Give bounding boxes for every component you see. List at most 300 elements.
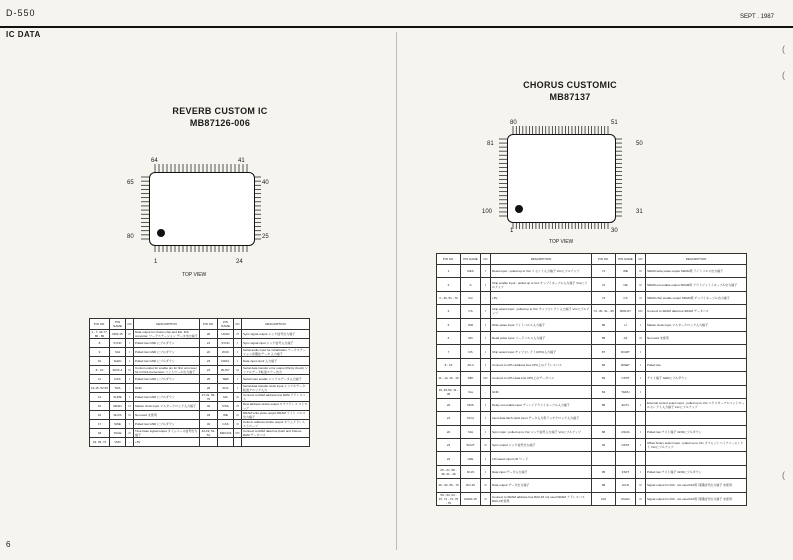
pin-label: 25 — [262, 234, 269, 240]
table-cell: O — [636, 492, 646, 505]
table-cell: - — [481, 291, 491, 304]
table-cell: 92 — [592, 439, 616, 452]
table-cell: - — [126, 437, 134, 446]
table-cell: 24 — [437, 452, 461, 465]
chorus-part-number: MB87137 — [549, 92, 591, 102]
table-cell: Read pulse input リードパルス入力端子 — [491, 331, 592, 344]
table-cell: 21 — [200, 339, 218, 348]
table-cell: Offset binary select input : pulled up to Vcc オフセットバイナリーセレクト Vccにプルアップ — [646, 439, 747, 452]
table-cell: 11 — [90, 374, 110, 383]
table-cell: 85 — [592, 331, 616, 344]
table-cell: SIH — [110, 347, 126, 356]
table-cell: 2 — [437, 278, 461, 291]
table-cell: 83 — [592, 372, 616, 385]
table-cell: 15, 45-50, 41 - 46 — [437, 385, 461, 398]
table-header-row — [90, 319, 310, 330]
table-cell — [646, 345, 747, 358]
column-header: PIN NO. — [437, 254, 461, 265]
table-cell: 84 — [592, 385, 616, 398]
table-cell — [646, 412, 747, 425]
column-header: DESCRIPTION — [491, 254, 592, 265]
table-cell: Sync signal output シンク信号出力端子 — [242, 330, 310, 339]
table-cell: I — [636, 318, 646, 331]
table-cell: ECTL — [616, 398, 636, 411]
table-cell: Serial data transfer error output (Parity check) シリアルデータ転送エラー出力 — [243, 365, 308, 374]
table-cell: Pulled low GND にプルダウン — [134, 339, 200, 348]
table-cell: SYNC — [110, 339, 126, 348]
table-cell: テスト端子 GNDにプルダウン — [646, 372, 747, 385]
table-cell: I — [481, 358, 491, 371]
table-cell: Pulled low テスト端子 GNDにプルダウン — [646, 425, 747, 438]
table-cell: DRAM write pulse output DRAM ライト パルス出力端子 — [242, 410, 310, 419]
table-row — [437, 412, 747, 425]
table-cell: Master clock input マスタークロック入力端子 — [134, 401, 200, 410]
table-cell: External control select input : pulled up to Vcc エクスターナルコントロールセレクト入力端子 Vccにプルアップ — [646, 398, 747, 411]
table-row — [437, 398, 747, 411]
table-cell: Pulled low GND にプルダウン — [134, 419, 200, 428]
table-cell: 98 — [592, 479, 616, 492]
table-cell — [200, 437, 218, 446]
table-cell: THRU — [616, 385, 636, 398]
table-cell — [646, 452, 747, 465]
table-cell: SIH — [461, 425, 481, 438]
reverb-ic-pins — [0, 0, 396, 300]
table-row — [437, 305, 747, 318]
table-cell: Chip enable input : pulled up to Vcc チップイネーブル入力端子 Vccにプルアップ — [491, 278, 592, 291]
table-cell: I — [481, 412, 491, 425]
table-cell: RD0-D7 — [616, 305, 636, 318]
table-cell: DD0-15 — [110, 330, 126, 339]
table-cell: O — [126, 330, 134, 339]
table-cell: 80 — [592, 318, 616, 331]
table-cell: Not used 未使用 — [646, 331, 747, 344]
column-header: I/O — [481, 254, 491, 265]
table-cell: Serial input enable シリアルデータ入力端子 — [242, 374, 310, 383]
table-cell: SRAM chip enable output SRAM用 チップイネーブル出力端子 — [646, 291, 747, 304]
column-header: DESCRIPTION — [646, 254, 747, 265]
table-cell: Delay out enable input ディレイアウトイネーブル入力端子 — [491, 398, 592, 411]
table-cell: 8 - 10 — [437, 358, 461, 371]
table-cell: 32 — [200, 401, 218, 410]
table-cell: OE — [616, 278, 636, 291]
table-cell: I — [126, 392, 134, 401]
table-cell: 11 - 14, 16 - 19 — [437, 372, 461, 385]
table-cell: O — [126, 410, 134, 419]
table-cell — [636, 412, 646, 425]
table-cell: 40 - 52, 56 - 70 — [437, 479, 461, 492]
table-cell: I — [126, 356, 134, 365]
table-cell: 74 - 81, 91 - 96 — [592, 305, 616, 318]
pin-label: 40 — [262, 180, 269, 186]
table-cell: Data output for chorus chip and Ext. D/A converter, ワークステーション データ出力端子 — [135, 330, 198, 338]
table-cell: 3 - 25, 51 - 70 — [437, 291, 461, 304]
page-number: 6 — [6, 540, 11, 549]
table-cell: A2 — [616, 331, 636, 344]
table-cell: I — [481, 318, 491, 331]
table-row — [437, 492, 747, 505]
table-cell: 23 — [200, 356, 218, 365]
pin-label: 80 — [510, 120, 517, 126]
table-cell: RWET — [616, 358, 636, 371]
table-cell: Reset input : pulled up to Vcc リセット入力端子 Vccにプルアップ — [491, 265, 592, 278]
table-cell: O — [126, 365, 134, 374]
table-cell: O — [234, 392, 242, 401]
table-cell: +5V — [134, 437, 200, 446]
table-cell — [592, 452, 616, 465]
column-header: PIN NAME — [218, 319, 234, 330]
table-cell: H — [616, 318, 636, 331]
table-cell: Master clock input マスタークロック入力端子 — [646, 318, 747, 331]
table-cell: LDAD — [218, 330, 234, 339]
table-cell: RES — [461, 265, 481, 278]
table-cell: Signal output for D/A : not used D/A用 同期信号出力端子 未使用 — [646, 492, 747, 505]
table-cell: - — [481, 385, 491, 398]
table-cell: I — [481, 452, 491, 465]
table-cell: O — [234, 410, 242, 419]
table-cell: GND — [134, 383, 200, 392]
edge-mark: ( — [782, 44, 785, 54]
table-cell: DCH — [461, 412, 481, 425]
model-name: D-550 — [6, 8, 36, 18]
table-cell: 16 — [90, 410, 110, 419]
reverb-title: REVERB CUSTOM IC — [172, 106, 268, 116]
table-cell: O — [636, 291, 646, 304]
table-cell: DS — [461, 345, 481, 358]
table-row — [437, 425, 747, 438]
table-header-row — [437, 254, 747, 265]
table-cell: SWE — [110, 419, 126, 428]
table-cell: WCK — [218, 347, 234, 356]
table-cell: 4 — [437, 305, 461, 318]
table-cell: 27-31, 56-70 — [200, 392, 218, 401]
table-cell: Control output for enable pin for first unit cover for Int D/A Conversion コントロール出力端子 — [134, 365, 200, 374]
table-cell: Sync signal input シンク信号入力端子 — [242, 339, 310, 348]
table-cell: VDD — [110, 437, 126, 446]
table-row — [90, 383, 310, 392]
pin-label: 65 — [127, 180, 134, 186]
pin-label: 31 — [636, 209, 643, 215]
table-cell: O — [126, 428, 134, 437]
table-cell: O — [234, 419, 242, 428]
table-cell: DRO-D3 — [218, 428, 234, 437]
table-cell: O — [126, 401, 134, 410]
table-cell: O — [234, 401, 242, 410]
table-row — [437, 385, 747, 398]
table-cell: I — [481, 305, 491, 318]
table-cell: Pulled low — [646, 358, 747, 371]
table-row — [437, 452, 747, 465]
table-cell: 22 — [437, 425, 461, 438]
table-cell: I — [234, 374, 242, 383]
column-header: I/O — [636, 254, 646, 265]
table-cell: S — [461, 278, 481, 291]
table-cell: 71 — [592, 265, 616, 278]
table-cell: 85 — [592, 398, 616, 411]
table-cell: SURE — [110, 392, 126, 401]
column-header: DESCRIPTION — [242, 319, 310, 330]
table-cell: WCK-4 — [110, 365, 126, 374]
table-cell: Row address strobe output ロウアドレス ストローブ — [242, 401, 310, 410]
pin-label: 64 — [151, 158, 158, 164]
table-cell: I/O — [481, 372, 491, 385]
table-cell — [646, 385, 747, 398]
table-cell: 1 — [437, 265, 461, 278]
table-cell: ASOA — [616, 425, 636, 438]
table-cell: CAS — [218, 419, 234, 428]
table-cell: DO-15 — [461, 479, 481, 492]
table-cell: SLOS — [110, 410, 126, 419]
table-cell: I — [636, 398, 646, 411]
table-cell: 34 — [200, 419, 218, 428]
table-cell: I — [481, 345, 491, 358]
table-cell: Data input clock 入力端子 — [242, 356, 310, 365]
table-cell: 72 — [592, 278, 616, 291]
chorus-ic-body — [507, 134, 616, 223]
column-header: I/O — [234, 319, 242, 330]
table-cell: 26 — [200, 383, 218, 392]
table-cell: +5V — [491, 291, 592, 304]
table-cell: - — [126, 383, 134, 392]
table-cell: Input data latch clock input データ入力用ラッチクロック入力端子 — [491, 412, 592, 425]
table-cell: I — [234, 339, 242, 348]
table-cell: I/O — [636, 305, 646, 318]
table-cell: I — [636, 345, 646, 358]
table-cell: Data output データ出力端子 — [491, 479, 592, 492]
table-cell: Chip select input チップセレクト(CPU)入力端子 — [491, 345, 592, 358]
table-row — [90, 428, 310, 437]
table-cell: O — [481, 439, 491, 452]
table-cell: CTRT — [616, 372, 636, 385]
table-row — [437, 318, 747, 331]
pin1-marker — [515, 205, 523, 213]
table-cell: I — [481, 278, 491, 291]
table-cell: I — [636, 385, 646, 398]
table-cell: A0-2 — [461, 358, 481, 371]
reverb-ic-body — [149, 172, 255, 246]
table-cell: TAGE — [110, 428, 126, 437]
table-cell: Connect to RAM data bus (both and Chorus RAM データバス — [242, 428, 310, 437]
pin-label: 80 — [127, 234, 134, 240]
pin-label: 100 — [482, 209, 493, 215]
table-cell: O — [636, 278, 646, 291]
table-cell: Pulled low テスト端子 GNDにプルダウン — [646, 465, 747, 478]
table-cell: Sync input : pulled up to Vcc シンク信号入力端子 Vccにプルアップ — [491, 425, 592, 438]
edge-mark: ( — [782, 70, 785, 80]
table-cell: 12-15, 52-55 — [90, 383, 110, 392]
table-cell: SRAM write pulse output SRAM用 ライトパルス出力端子 — [646, 265, 747, 278]
table-cell: O — [234, 365, 242, 374]
table-cell: 1 - 7, 44-77, 80 - 80 — [91, 330, 108, 338]
column-header: PIN NAME — [110, 319, 126, 330]
table-cell: I — [481, 465, 491, 478]
table-row — [90, 365, 310, 374]
table-cell: 22 — [200, 347, 218, 356]
column-header: PIN NAME — [461, 254, 481, 265]
table-cell: Chip select input : pulled up to Vcc チップセレクト入力端子 Vccにプルアップ — [491, 305, 592, 318]
table-cell: Pulled low GND にプルダウン — [134, 356, 200, 365]
table-cell: 25 - 21, 58 - 36, 41 - 46 — [437, 465, 461, 478]
pin-label: 50 — [636, 141, 643, 147]
table-cell: MA — [218, 392, 234, 401]
table-cell: 8 — [90, 339, 110, 348]
table-cell: 86 — [592, 425, 616, 438]
table-cell: I — [481, 398, 491, 411]
table-row — [90, 347, 310, 356]
pin-label: 24 — [236, 259, 243, 265]
table-row — [437, 278, 747, 291]
table-cell: Signal output for D/A : not used D/A用 同期信号出力端子 未使用 — [646, 479, 747, 492]
table-cell: Pulled low GND にプルダウン — [134, 392, 200, 401]
table-row — [437, 358, 747, 371]
table-row — [90, 410, 310, 419]
table-row — [90, 419, 310, 428]
chorus-title: CHORUS CUSTOMIC — [523, 80, 617, 90]
table-cell: O — [636, 265, 646, 278]
table-row — [90, 330, 310, 339]
table-cell: RHLD — [616, 492, 636, 505]
table-cell: 9 — [90, 347, 110, 356]
table-cell: WE — [218, 410, 234, 419]
reverb-pin-table — [89, 318, 310, 447]
table-cell: 20 — [437, 398, 461, 411]
column-header: DESCRIPTION — [134, 319, 200, 330]
table-row — [437, 465, 747, 478]
table-cell: O — [636, 331, 646, 344]
pin-label: 1 — [510, 228, 514, 234]
table-cell: 10 — [90, 356, 110, 365]
table-cell: CS — [461, 305, 481, 318]
table-cell: I — [481, 425, 491, 438]
table-cell — [616, 412, 636, 425]
table-cell: O — [481, 492, 491, 505]
table-row — [437, 479, 747, 492]
table-cell: SCK — [218, 383, 234, 392]
table-cell: Pulled low GND にプルダウン — [134, 347, 200, 356]
table-cell: 87 — [592, 345, 616, 358]
table-cell: 95 — [592, 465, 616, 478]
table-cell: DDS — [461, 398, 481, 411]
table-cell: RAD0-15 — [461, 492, 481, 505]
table-cell: SEB — [218, 374, 234, 383]
table-cell: L/R select input L/R ワード — [491, 452, 592, 465]
table-cell: 18 — [90, 428, 110, 437]
table-cell: I — [481, 265, 491, 278]
table-cell: LRE — [461, 452, 481, 465]
table-cell — [234, 437, 242, 446]
table-cell: I — [126, 339, 134, 348]
table-row — [437, 265, 747, 278]
table-cell: I — [636, 465, 646, 478]
table-row — [437, 439, 747, 452]
table-cell: SLEN — [110, 356, 126, 365]
table-row — [437, 345, 747, 358]
table-cell — [616, 452, 636, 465]
table-row — [90, 356, 310, 365]
table-cell: I — [126, 374, 134, 383]
table-cell: O — [636, 479, 646, 492]
table-cell: 17 — [90, 419, 110, 428]
table-cell — [242, 437, 310, 446]
table-row — [90, 374, 310, 383]
table-cell: ID-15 — [461, 465, 481, 478]
table-cell: OFST — [616, 439, 636, 452]
pin-label: 51 — [611, 120, 618, 126]
table-cell: 24 — [200, 365, 218, 374]
table-cell: Vss — [461, 385, 481, 398]
table-cell: RAS — [110, 374, 126, 383]
column-header: I/O — [126, 319, 134, 330]
table-cell: O — [481, 479, 491, 492]
pin-label: 30 — [611, 228, 618, 234]
table-cell: Connect to SRAM address bus RA0-15 not used SRAM アドレスバス RA0-3未使用 — [491, 492, 592, 505]
table-cell: I — [234, 347, 242, 356]
table-cell: GND — [491, 385, 592, 398]
table-row — [90, 437, 310, 446]
table-cell: RESN — [110, 401, 126, 410]
table-cell: 23 — [437, 439, 461, 452]
table-cell: Data input データ入力端子 — [491, 465, 592, 478]
table-cell: Column address strobe output カラムアドレス ストローブ — [242, 419, 310, 428]
document-date: SEPT . 1987 — [740, 14, 774, 20]
table-cell: I/O — [234, 428, 242, 437]
table-cell: CS — [616, 291, 636, 304]
table-cell: Connect to CPU address bus CPU上のアドレスバス — [491, 358, 592, 371]
table-cell: BUSY — [218, 365, 234, 374]
table-row — [437, 291, 747, 304]
table-cell — [218, 437, 234, 446]
table-cell: DRCL — [218, 356, 234, 365]
table-row — [437, 331, 747, 344]
table-row — [90, 339, 310, 348]
table-cell: Serial audio input for initialization ワークステーション初期化データ 入力端子 — [242, 347, 310, 356]
table-cell: SRAM out enable output SRAM用 アウトプットイネーブル出力端子 — [646, 278, 747, 291]
table-cell: 73 — [592, 291, 616, 304]
table-cell: Connect to RAM address bus RAM アドレスバス — [242, 392, 310, 401]
table-cell: 19, 39, 72 — [90, 437, 110, 446]
table-cell: 7 — [437, 345, 461, 358]
chorus-view-label: TOP VIEW — [549, 239, 574, 245]
table-cell: I — [636, 372, 646, 385]
table-row — [437, 372, 747, 385]
column-header: PIN NO. — [200, 319, 218, 330]
table-cell: 6 — [437, 331, 461, 344]
table-cell: Not used 未使用 — [134, 410, 200, 419]
table-cell: RSS — [218, 401, 234, 410]
pin-label: 81 — [487, 141, 494, 147]
column-header: PIN NAME — [616, 254, 636, 265]
table-cell: 21 — [437, 412, 461, 425]
table-cell — [592, 412, 616, 425]
table-cell: TRA — [110, 383, 126, 392]
table-cell: O — [234, 330, 242, 339]
table-cell: WR — [461, 318, 481, 331]
table-cell: Connect to SRAM data bus SRAM データバス — [646, 305, 747, 318]
table-cell: 20 — [200, 330, 218, 339]
pin-label: 41 — [238, 158, 245, 164]
table-cell: 8 - 10 — [90, 365, 110, 374]
table-cell: 5 — [437, 318, 461, 331]
reverb-part-number: MB87126-006 — [189, 118, 251, 128]
table-cell: RD — [461, 331, 481, 344]
table-cell: Write pulse input ライトパルス入力端子 — [491, 318, 592, 331]
table-cell: I — [636, 439, 646, 452]
table-cell: DB7 — [461, 372, 481, 385]
table-cell: Connect to CPU data bus CPU上のデータバス — [491, 372, 592, 385]
table-row — [90, 392, 310, 401]
table-cell: SOUT — [461, 439, 481, 452]
table-cell: Sync output シンク信号出力端子 — [491, 439, 592, 452]
reverb-view-label: TOP VIEW — [182, 272, 207, 278]
